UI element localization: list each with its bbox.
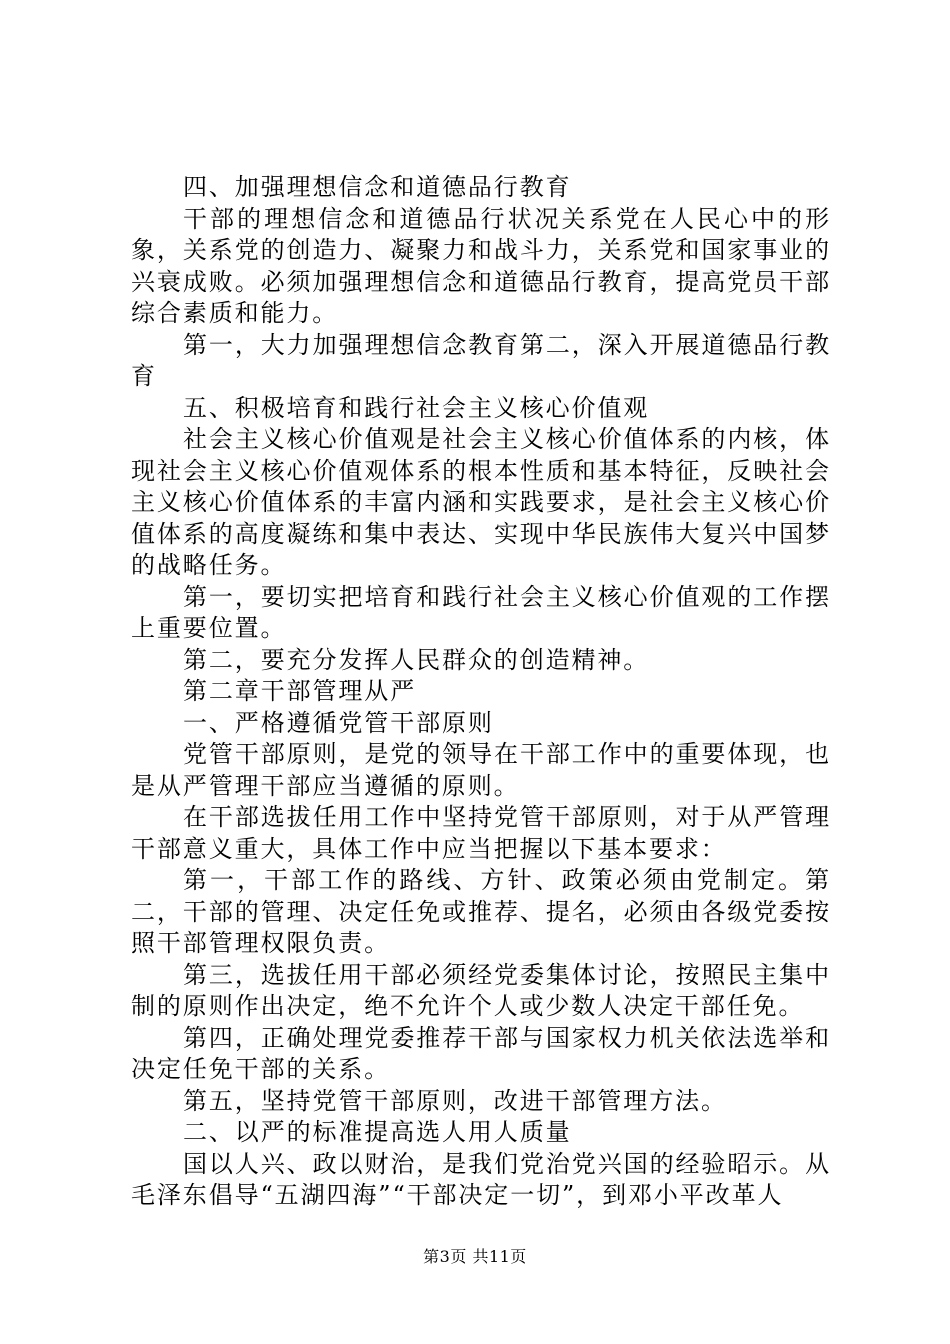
paragraph: 第四，正确处理党委推荐干部与国家权力机关依法选举和决定任免干部的关系。 xyxy=(131,1023,831,1083)
section-heading: 五、积极培育和践行社会主义核心价值观 xyxy=(183,393,650,422)
chapter-heading: 第二章干部管理从严 xyxy=(183,677,417,705)
section-heading: 一、严格遵循党管干部原则 xyxy=(183,708,494,737)
paragraph: 党管干部原则，是党的领导在干部工作中的重要体现，也是从严管理干部应当遵循的原则。 xyxy=(131,740,831,800)
document-body xyxy=(131,172,831,1212)
paragraph: 第三，选拔任用干部必须经党委集体讨论，按照民主集中制的原则作出决定，绝不允许个人或少数人决定干部任免。 xyxy=(131,960,831,1020)
paragraph: 在干部选拔任用工作中坚持党管干部原则，对于从严管理干部意义重大，具体工作中应当把握以下基本要求： xyxy=(131,803,831,863)
section-heading: 二、以严的标准提高选人用人质量 xyxy=(183,1118,572,1146)
section-heading: 四、加强理想信念和道德品行教育 xyxy=(183,173,572,201)
paragraph: 第一，干部工作的路线、方针、政策必须由党制定。第二，干部的管理、决定任免或推荐、提名，必须由各级党委按照干部管理权限负责。 xyxy=(131,866,831,957)
page-footer xyxy=(0,1244,950,1267)
page-number-label: 第3页 共11页 xyxy=(423,1247,527,1266)
paragraph: 国以人兴、政以财治，是我们党治党兴国的经验昭示。从毛泽东倡导“五湖四海”“干部决定一切”，到邓小平改革人 xyxy=(131,1149,831,1209)
paragraph: 第二，要充分发挥人民群众的创造精神。 xyxy=(183,645,650,674)
paragraph: 干部的理想信念和道德品行状况关系党在人民心中的形象，关系党的创造力、凝聚力和战斗力，关系党和国家事业的兴衰成败。必须加强理想信念和道德品行教育，提高党员干部综合素质和能力。 xyxy=(131,204,831,327)
paragraph: 第一，要切实把培育和践行社会主义核心价值观的工作摆上重要位置。 xyxy=(131,582,831,642)
paragraph: 第五，坚持党管干部原则，改进干部管理方法。 xyxy=(183,1086,727,1115)
paragraph: 社会主义核心价值观是社会主义核心价值体系的内核，体现社会主义核心价值观体系的根本性质和基本特征，反映社会主义核心价值体系的丰富内涵和实践要求，是社会主义核心价值体系的高度凝练和集中表达、实现中华民族伟大复兴中国梦的战略任务。 xyxy=(131,425,831,579)
paragraph: 第一，大力加强理想信念教育第二，深入开展道德品行教育 xyxy=(131,330,831,390)
